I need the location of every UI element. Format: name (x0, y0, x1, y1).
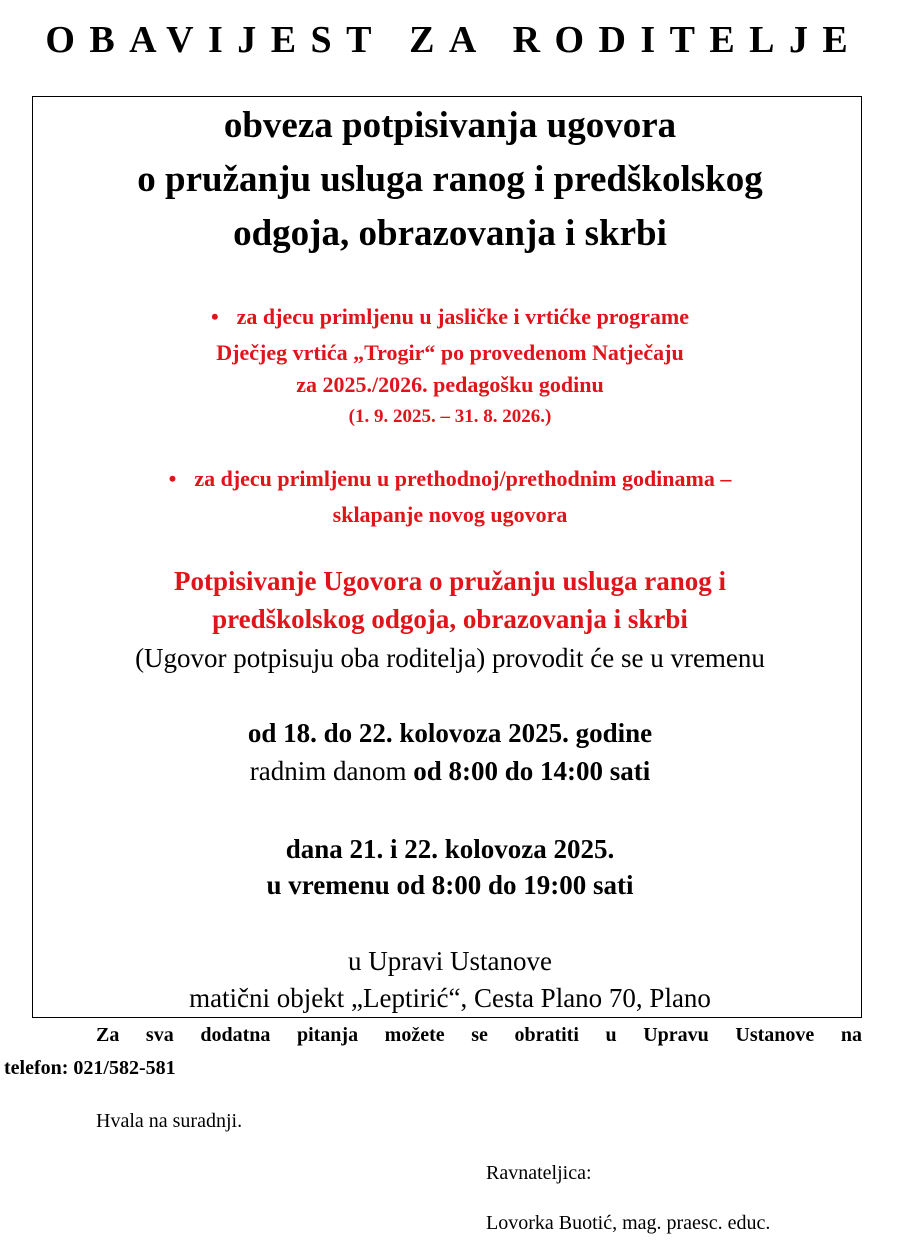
bullet2-line-2: sklapanje novog ugovora (332, 502, 568, 527)
period2-hours: u vremenu od 8:00 do 19:00 sati (266, 870, 634, 900)
period1-hours-prefix: radnim danom (249, 756, 414, 786)
headline-line-1: obveza potpisivanja ugovora (223, 105, 677, 146)
signing-heading-line-2: predškolskog odgoja, obrazovanja i skrbi (212, 604, 688, 634)
bullet2-line-1 (0, 466, 900, 492)
period2-dates: dana 21. i 22. kolovoza 2025. (285, 834, 615, 864)
bullet1-line-3: za 2025./2026. pedagošku godinu (296, 372, 604, 397)
contact-line-1: Za sva dodatna pitanja možete se obratiti u Upravu Ustanove na (96, 1024, 862, 1046)
contact-line-2: telefon: 021/582-581 (4, 1057, 176, 1079)
headline-line-3: odgoja, obrazovanja i skrbi (233, 213, 667, 254)
bullet1-line-1 (0, 304, 900, 330)
location-line-2: matični objekt „Leptirić“, Cesta Plano 70, Plano (189, 983, 711, 1013)
thanks-text: Hvala na suradnji. (96, 1110, 243, 1132)
period1-hours (0, 756, 900, 787)
notice-title: OBAVIJEST ZA RODITELJE (45, 19, 863, 61)
bullet2-text: za djecu primljenu u prethodnoj/prethodnim godinama – (194, 466, 732, 491)
bullet1-text: za djecu primljenu u jasličke i vrtićke programe (236, 304, 690, 329)
period1-dates: od 18. do 22. kolovoza 2025. godine (247, 718, 653, 748)
signing-note: (Ugovor potpisuju oba roditelja) provodit će se u vremenu (135, 643, 765, 673)
location-line-1: u Upravi Ustanove (348, 946, 552, 976)
signing-heading-line-1: Potpisivanje Ugovora o pružanju usluga ranog i (173, 566, 727, 596)
signatory-name: Lovorka Buotić, mag. praesc. educ. (486, 1212, 771, 1234)
period1-hours-value: od 8:00 do 14:00 sati (413, 756, 651, 786)
bullet-icon: • (210, 304, 219, 329)
bullet-icon: • (168, 466, 177, 491)
headline-line-2: o pružanju usluga ranog i predškolskog (137, 159, 763, 200)
bullet1-line-4: (1. 9. 2025. – 31. 8. 2026.) (348, 406, 552, 427)
bullet1-line-2: Dječjeg vrtića „Trogir“ po provedenom Natječaju (216, 340, 684, 365)
signatory-role: Ravnateljica: (486, 1162, 592, 1184)
